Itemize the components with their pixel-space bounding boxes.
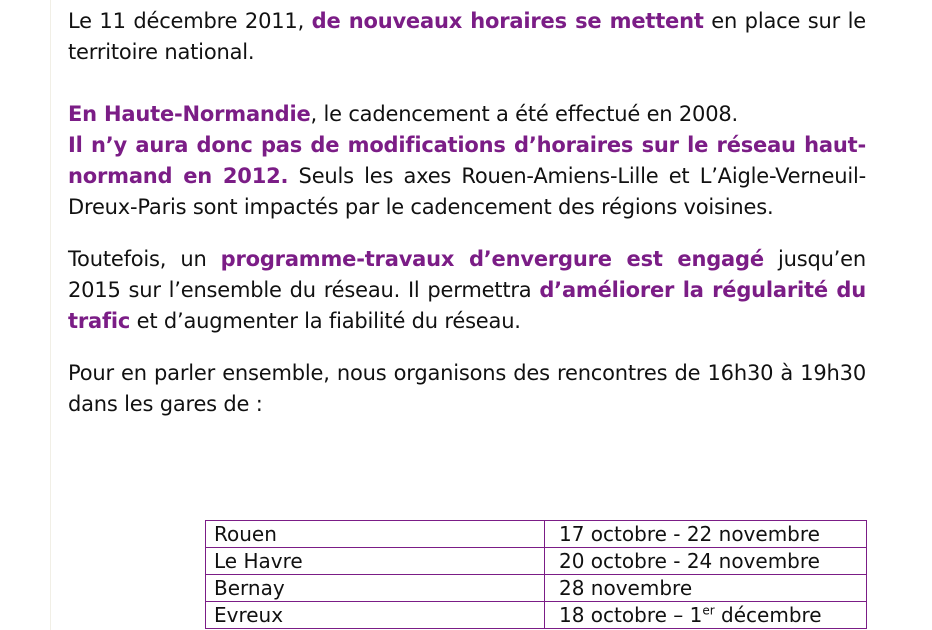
table-row xyxy=(206,575,867,602)
paragraph3-text-a: Toutefois, un xyxy=(68,247,221,271)
paragraph1-highlight: de nouveaux horaires se mettent xyxy=(311,9,704,33)
paragraph-haute-normandie xyxy=(68,99,866,223)
document-body xyxy=(68,6,866,420)
station-city: Rouen xyxy=(206,521,545,548)
paragraph3-text-b: jusqu’en 2015 sur l’ensemble du réseau. Il permettra xyxy=(68,247,866,302)
station-dates: 28 novembre xyxy=(545,575,867,602)
station-dates-b: décembre xyxy=(714,603,822,627)
paragraph-schedule-change xyxy=(68,6,866,68)
paragraph3-highlight-a: programme-travaux d’envergure est engagé xyxy=(220,247,764,271)
station-dates-a: 18 octobre – 1 xyxy=(559,603,703,627)
table-row xyxy=(206,602,867,629)
paragraph-travaux xyxy=(68,244,866,337)
paragraph3-text-c: et d’augmenter la fiabilité du réseau. xyxy=(130,309,521,333)
station-dates: 20 octobre - 24 novembre xyxy=(545,548,867,575)
paragraph-rencontres xyxy=(68,358,866,420)
paragraph3-highlight-b: d’améliorer la régularité du trafic xyxy=(68,278,866,333)
station-city: Evreux xyxy=(206,602,545,629)
paragraph1-text-b: en place sur le territoire national. xyxy=(68,9,866,64)
table-row xyxy=(206,548,867,575)
paragraph2-highlight-b: Il n’y aura donc pas de modifications d’horaires sur le réseau haut-normand en 2012. xyxy=(68,133,866,188)
page-margin-line xyxy=(50,0,51,630)
stations-table xyxy=(205,520,867,629)
station-dates: 17 octobre - 22 novembre xyxy=(545,521,867,548)
station-dates xyxy=(545,602,867,629)
paragraph1-text-a: Le 11 décembre 2011, xyxy=(68,9,312,33)
paragraph2-text-b: Seuls les axes Rouen-Amiens-Lille et L’Aigle-Verneuil-Dreux-Paris sont impactés par le cadencement des régions voisines. xyxy=(68,164,867,219)
station-city: Bernay xyxy=(206,575,545,602)
paragraph2-highlight-a: En Haute-Normandie xyxy=(68,102,311,126)
paragraph2-text-a: , le cadencement a été effectué en 2008. xyxy=(310,102,738,126)
station-city: Le Havre xyxy=(206,548,545,575)
table-row xyxy=(206,521,867,548)
station-dates-sup: er xyxy=(702,603,715,618)
paragraph4-text: Pour en parler ensemble, nous organisons des rencontres de 16h30 à 19h30 dans les gares de : xyxy=(68,361,866,416)
